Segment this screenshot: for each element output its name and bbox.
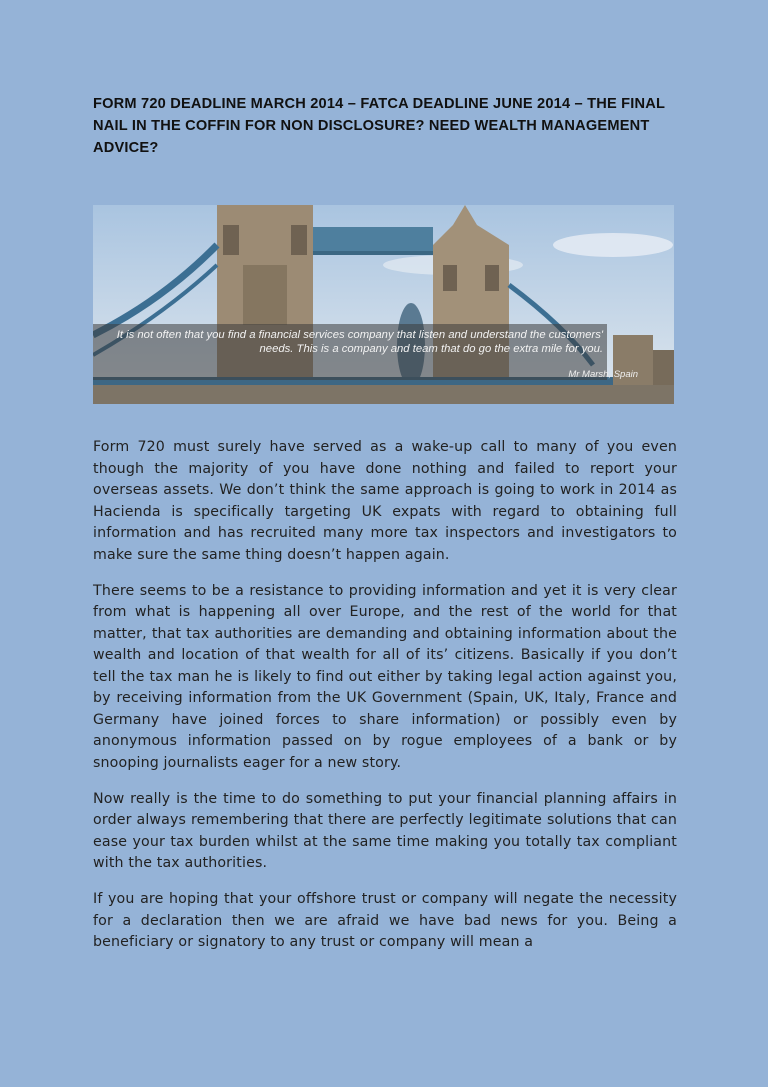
- tower-bridge-image: [93, 205, 674, 404]
- paragraph: Form 720 must surely have served as a wake-up call to many of you even though the majority of you have done nothing and failed to report your overseas assets. We don’t think the same approach is going to work in 2014 as Hacienda is specifically targeting UK expats with regard to obtaining full information and has recruited many more tax inspectors and investigators to make sure the same thing doesn’t happen again.: [93, 439, 677, 563]
- testimonial-author: Mr Marsh, Spain: [568, 369, 638, 380]
- testimonial-overlay: [93, 324, 607, 380]
- paragraph: Now really is the time to do something to put your financial planning affairs in order always remembering that there are perfectly legitimate solutions that can ease your tax burden whilst at the same time making you totally tax compliant with the tax authorities.: [93, 790, 677, 871]
- page-title: FORM 720 DEADLINE MARCH 2014 – FATCA DEADLINE JUNE 2014 – THE FINAL NAIL IN THE COFFIN FOR NON DISCLOSURE? NEED WEALTH MANAGEMENT ADVICE?: [93, 96, 665, 156]
- testimonial-quote: It is not often that you find a financial services company that listen and understand the customers' needs. This is a company and team that do go the extra mile for you.: [116, 329, 603, 355]
- article-body: [93, 437, 677, 968]
- paragraph: There seems to be a resistance to providing information and yet it is very clear from what is happening all over Europe, and the rest of the world for that matter, that tax authorities are demanding and obtaining information about the wealth and location of that wealth for all of its’ citizens. Basically if you don’t tell the tax man he is likely to find out either by taking legal action against you, by receiving information from the UK Government (Spain, UK, Italy, France and Germany have joined forces to share information) or possibly even by anonymous information passed on by rogue employees of a bank or by snooping journalists eager for a new story.: [93, 582, 677, 771]
- paragraph: If you are hoping that your offshore trust or company will negate the necessity for a declaration then we are afraid we have bad news for you. Being a beneficiary or signatory to any trust or company will mean a: [93, 891, 677, 950]
